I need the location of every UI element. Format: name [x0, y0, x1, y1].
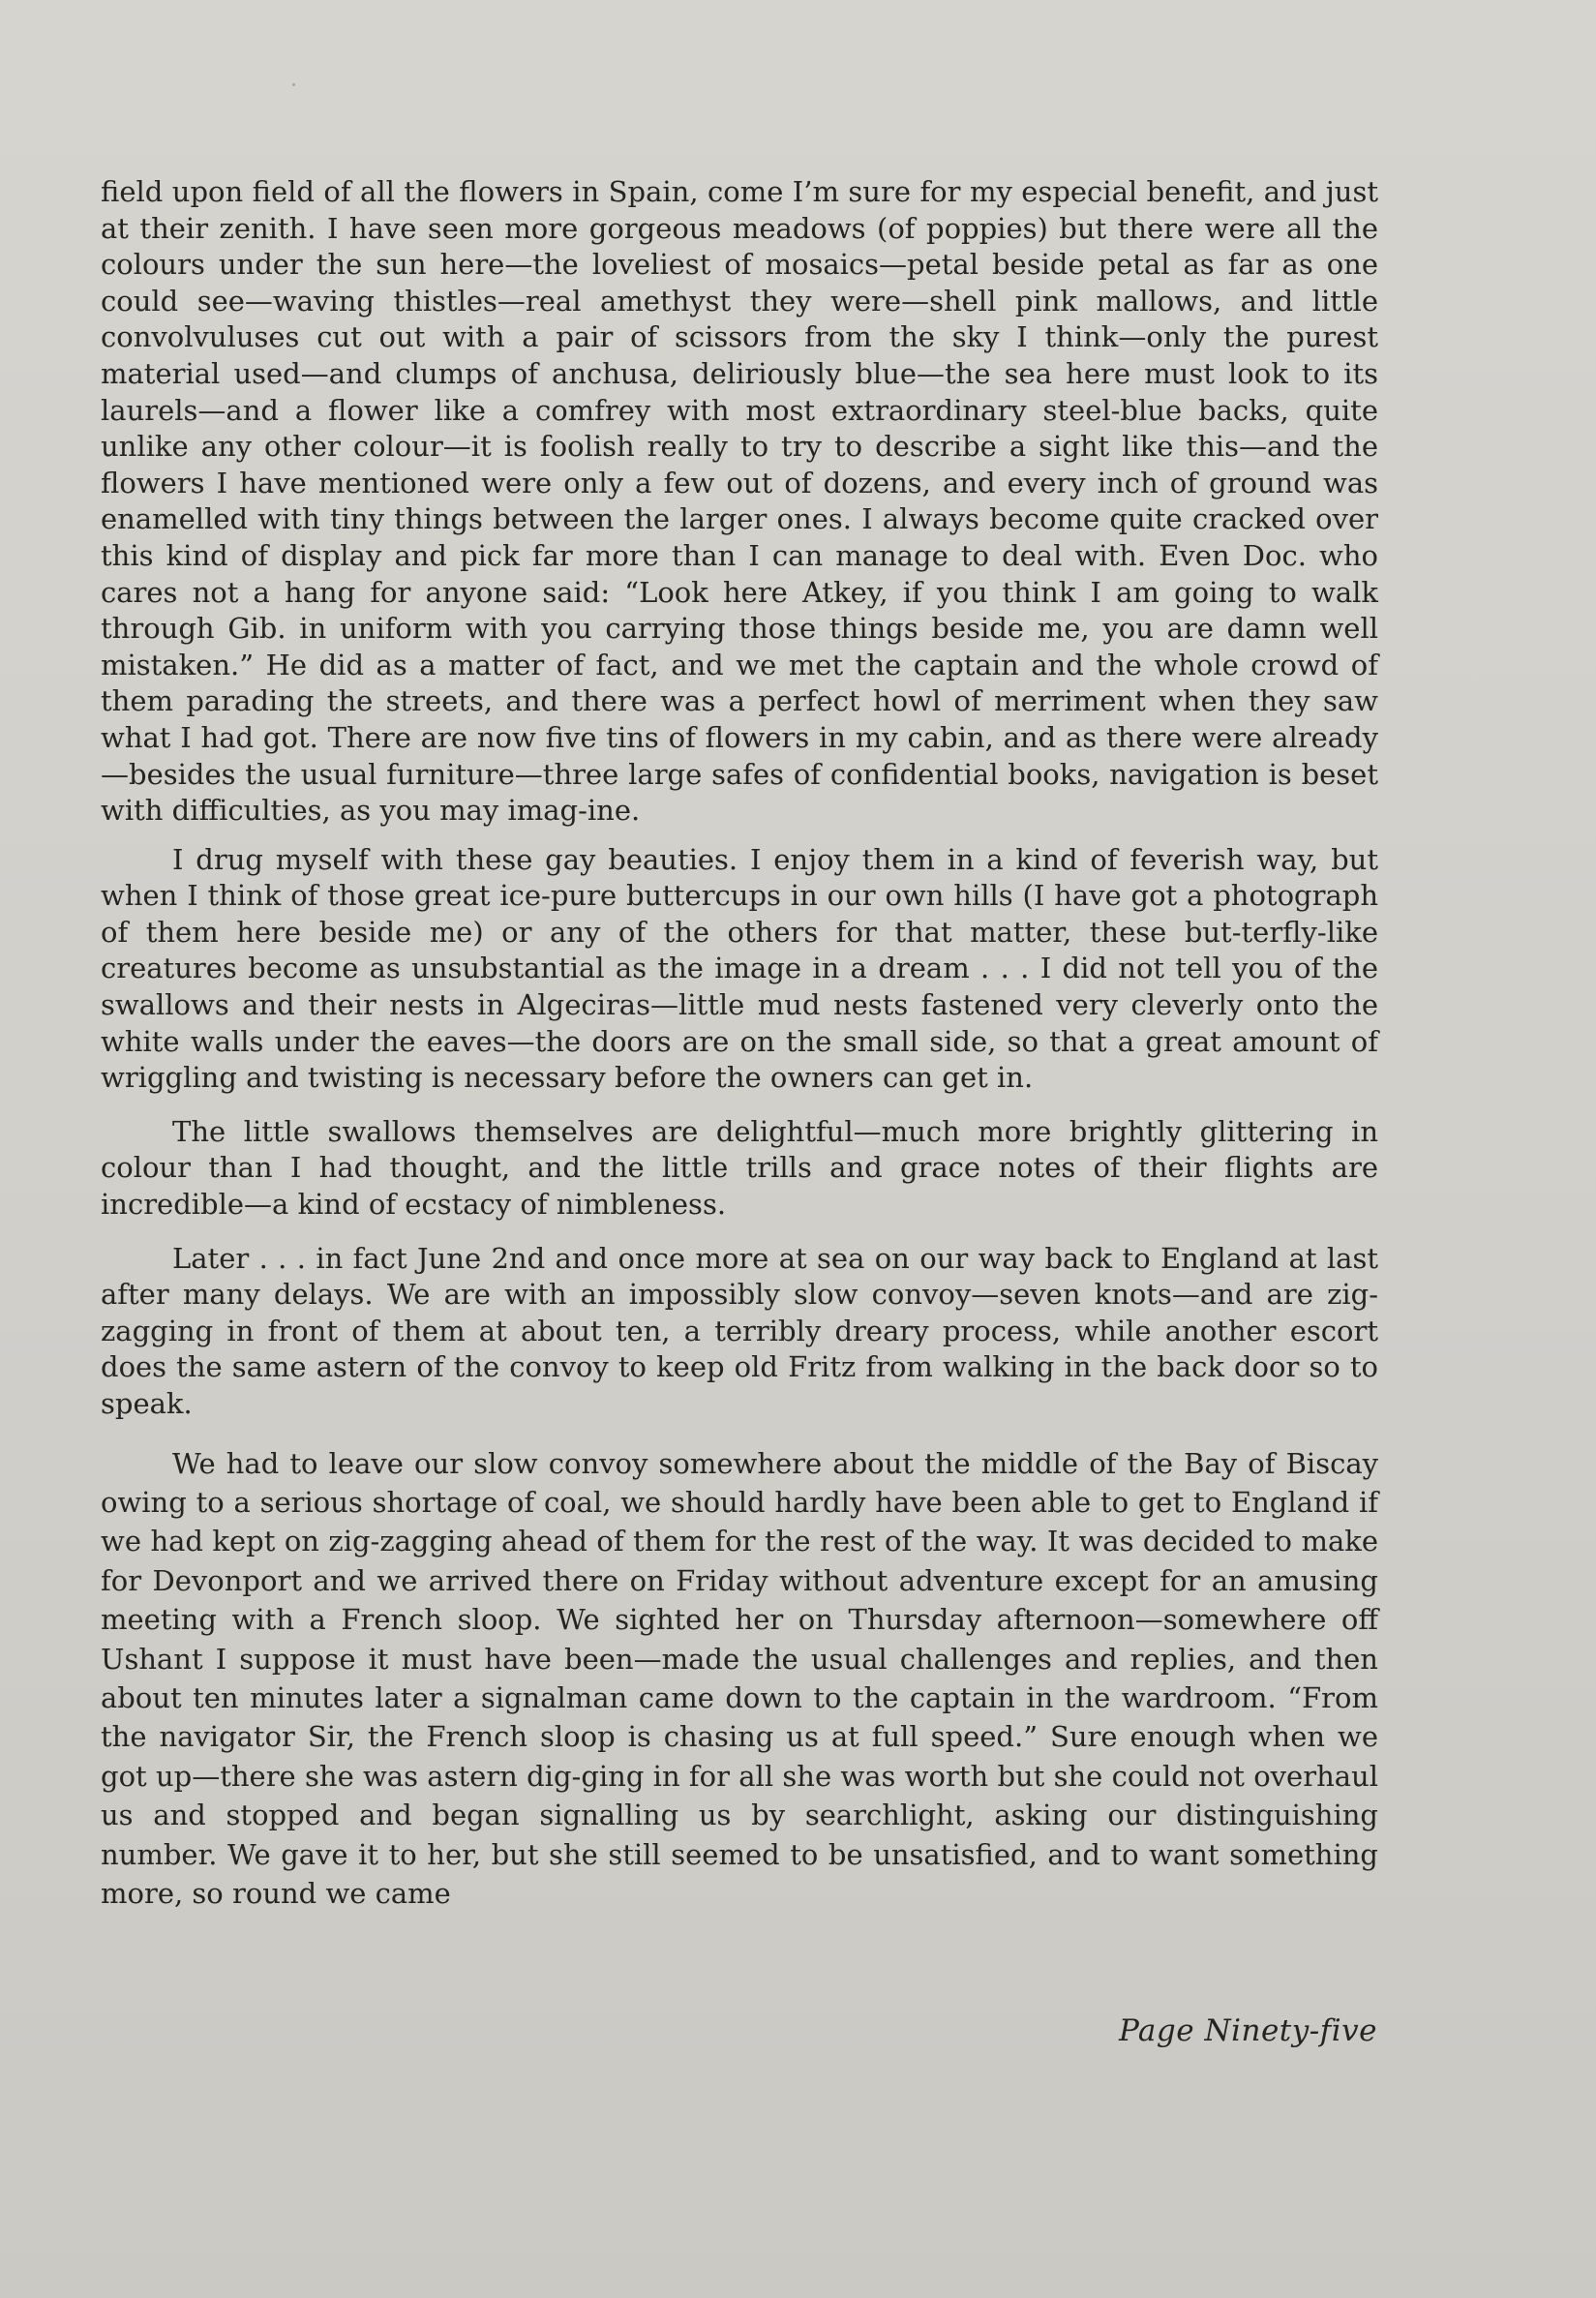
page-number: Page Ninety-five — [1118, 2013, 1377, 2048]
paragraph-flowers-spain: field upon field of all the flowers in Spain, come I’m sure for my especial benefit, and just at their zenith. I have seen more gorgeous meadows (of poppies) but there were all the colours under the sun here—the loveliest of mosaics—petal beside petal as far as one could see—waving thistles—real amethyst they were—shell pink mallows, and little convolvuluses cut out with a pair of scissors from the sky I think—only the purest material used—and clumps of anchusa, deliriously blue—the sea here must look to its laurels—and a flower like a comfrey with most extraordinary steel-blue backs, quite unlike any other colour—it is foolish really to try to describe a sight like this—and the flowers I have mentioned were only a few out of dozens, and every inch of ground was enamelled with tiny things between the larger ones. I always become quite cracked over this kind of display and pick far more than I can manage to deal with. Even Doc. who cares not a hang for anyone said: “Look here Atkey, if you think I am going to walk through Gib. in uniform with you carrying those things beside me, you are damn well mistaken.” He did as a matter of fact, and we met the captain and the whole crowd of them parading the streets, and there was a perfect howl of merriment when they saw what I had got. There are now five tins of flowers in my cabin, and as there were already—besides the usual furniture—three large safes of confidential books, navigation is beset with difficulties, as you may imag-ine. — [101, 175, 1378, 828]
paragraph-gay-beauties: I drug myself with these gay beauties. I enjoy them in a kind of feverish way, but when I think of those great ice-pure buttercups in our own hills (I have got a photograph of them here beside me) or any of the others for that matter, these but-terfly-like creatures become as unsubstantial as the image in a dream . . . I did not tell you of the swallows and their nests in Algeciras—little mud nests fastened very cleverly onto the white walls under the eaves—the doors are on the small side, so that a great amount of wriggling and twisting is necessary before the owners can get in. — [101, 842, 1378, 1095]
paragraph-june-convoy: Later . . . in fact June 2nd and once more at sea on our way back to England at last after many delays. We are with an impossibly slow convoy—seven knots—and are zig-zagging in front of them at about ten, a terribly dreary process, while another escort does the same astern of the convoy to keep old Fritz from walking in the back door so to speak. — [101, 1241, 1378, 1420]
paragraph-bay-of-biscay: We had to leave our slow convoy somewhere about the middle of the Bay of Biscay owing to a serious shortage of coal, we should hardly have been able to get to England if we had kept on zig-zagging ahead of them for the rest of the way. It was decided to make for Devonport and we arrived there on Friday without adventure except for an amusing meeting with a French sloop. We sighted her on Thursday afternoon—somewhere off Ushant I suppose it must have been—made the usual challenges and replies, and then about ten minutes later a signalman came down to the captain in the wardroom. “From the navigator Sir, the French sloop is chasing us at full speed.” Sure enough when we got up—there she was astern dig-ging in for all she was worth but she could not overhaul us and stopped and began signalling us by searchlight, asking our distinguishing number. We gave it to her, but she still seemed to be unsatisfied, and to want something more, so round we came — [101, 1446, 1378, 1911]
paragraph-swallows: The little swallows themselves are delightful—much more brightly glittering in colour than I had thought, and the little trills and grace notes of their flights are incredible—a kind of ecstacy of nimbleness. — [101, 1114, 1378, 1222]
paper-speck — [292, 83, 295, 86]
body-text — [101, 174, 1378, 1913]
